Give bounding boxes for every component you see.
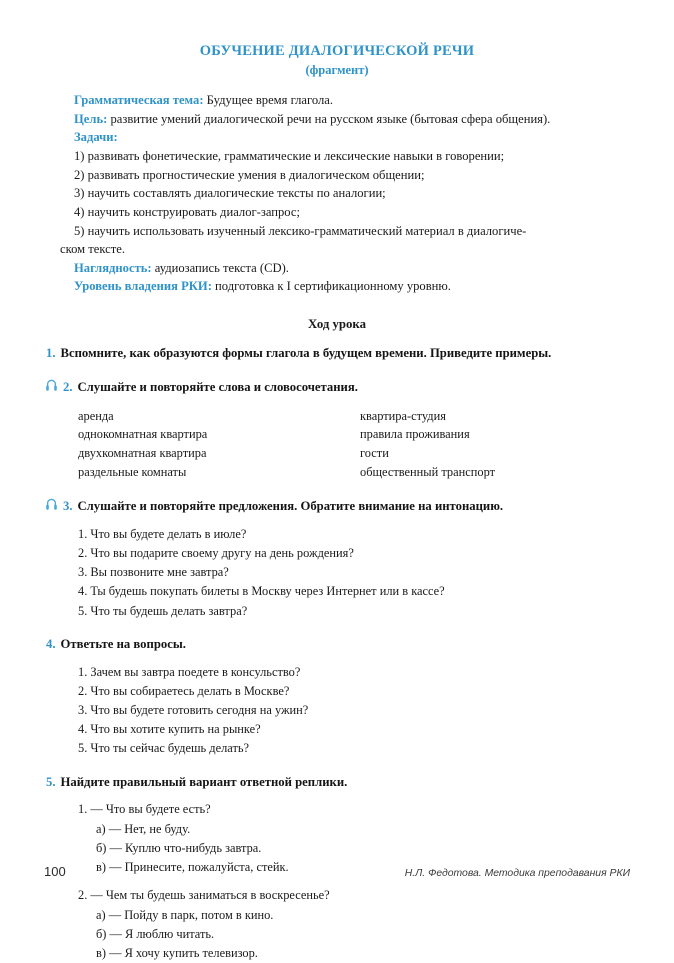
sentence-item: 4. Что вы хотите купить на рынке? <box>78 722 261 737</box>
sentence-item: 5. Что ты сейчас будешь делать? <box>78 741 250 756</box>
exercise-2 <box>46 378 630 482</box>
vocabulary-two-column-list <box>78 407 630 482</box>
sentence-item: 4. Ты будешь покупать билеты в Москву через Интернет или в кассе? <box>78 584 445 599</box>
grammar-topic-line <box>60 91 620 110</box>
vocabulary-column-right <box>360 407 495 482</box>
exercise-instruction: Найдите правильный вариант ответной реплики. <box>60 774 348 789</box>
goal-line <box>60 110 620 129</box>
dialogue-option: а) — Пойду в парк, потом в кино. <box>96 907 274 922</box>
exercise-heading <box>46 378 630 397</box>
sentence-list <box>78 525 630 621</box>
exercise-heading <box>46 497 630 516</box>
vocabulary-item: гости <box>360 446 389 461</box>
task-item: 4) научить конструировать диалог-запрос; <box>74 204 300 219</box>
page-number: 100 <box>44 864 66 879</box>
exercise-heading <box>46 636 630 654</box>
headphones-icon <box>46 498 57 511</box>
grammar-topic-label: Грамматическая тема: <box>74 93 204 108</box>
title-block <box>0 0 674 80</box>
exercise-number: 4. <box>46 636 56 651</box>
exercise-3 <box>46 497 630 621</box>
proficiency-level-value: подготовка к I сертификационному уровню. <box>211 279 451 294</box>
vocabulary-column-left <box>78 407 360 482</box>
page-footer <box>0 864 674 879</box>
vocabulary-item: аренда <box>78 408 114 423</box>
dialogue-option: а) — Нет, не буду. <box>96 821 191 836</box>
task-item-continuation: ском тексте. <box>60 242 125 257</box>
dialogue-list <box>78 800 630 963</box>
sentence-item: 3. Вы позвоните мне завтра? <box>78 565 229 580</box>
sentence-item: 2. Что вы собираетесь делать в Москве? <box>78 683 290 698</box>
dialogue-option: б) — Куплю что-нибудь завтра. <box>96 840 262 855</box>
tasks-label: Задачи: <box>74 130 118 145</box>
goal-label: Цель: <box>74 111 108 126</box>
exercise-instruction: Слушайте и повторяйте слова и словосочетания. <box>77 379 358 394</box>
exercise-number: 2. <box>63 379 73 394</box>
exercise-4 <box>46 636 630 759</box>
tasks-label-line <box>60 128 620 147</box>
sentence-item: 5. Что ты будешь делать завтра? <box>78 603 248 618</box>
task-item: 2) развивать прогностические умения в диалогическом общении; <box>74 167 425 182</box>
exercise-instruction: Вспомните, как образуются формы глагола в будущем времени. Приведите примеры. <box>60 346 552 360</box>
vocabulary-item: правила проживания <box>360 427 470 442</box>
section-heading-lesson-flow: Ход урока <box>307 317 367 331</box>
grammar-topic-value: Будущее время глагола. <box>203 93 333 108</box>
vocabulary-item: однокомнатная квартира <box>78 427 208 442</box>
exercise-heading <box>46 345 630 363</box>
dialogue-group <box>78 886 630 963</box>
task-item: 3) научить составлять диалогические тексты по аналогии; <box>74 186 386 201</box>
page-subtitle: (фрагмент) <box>305 63 369 78</box>
proficiency-level-line <box>60 277 620 296</box>
headphones-icon <box>46 379 57 392</box>
exercise-instruction: Слушайте и повторяйте предложения. Обратите внимание на интонацию. <box>77 498 504 513</box>
dialogue-prompt: 2. — Чем ты будешь заниматься в воскресенье? <box>78 888 330 903</box>
footer-attribution: Н.Л. Федотова. Методика преподавания РКИ <box>404 868 630 879</box>
vocabulary-item: раздельные комнаты <box>78 465 187 480</box>
task-item: 1) развивать фонетические, грамматические и лексические навыки в говорении; <box>74 149 505 163</box>
goal-value: развитие умений диалогической речи на русском языке (бытовая сфера общения). <box>107 111 551 126</box>
dialogue-option: б) — Я люблю читать. <box>96 926 215 941</box>
vocabulary-item: общественный транспорт <box>360 465 496 480</box>
sentence-list <box>78 663 630 759</box>
vocabulary-item: квартира-студия <box>360 408 446 423</box>
sentence-item: 1. Что вы будете делать в июле? <box>78 526 247 541</box>
exercise-number: 3. <box>63 498 73 513</box>
lesson-metadata <box>0 91 674 296</box>
visual-aids-value: аудиозапись текста (CD). <box>151 260 289 275</box>
exercise-number: 1. <box>46 346 56 360</box>
dialogue-option: в) — Я хочу купить телевизор. <box>96 946 258 960</box>
exercise-instruction: Ответьте на вопросы. <box>60 636 186 651</box>
sentence-item: 2. Что вы подарите своему другу на день рождения? <box>78 545 354 560</box>
exercise-number: 5. <box>46 774 56 789</box>
proficiency-level-label: Уровень владения РКИ: <box>74 279 212 294</box>
task-item: 5) научить использовать изученный лексико-грамматический материал в диалогиче- <box>74 223 527 238</box>
dialogue-option: в) — Принесите, пожалуйста, стейк. <box>96 860 289 875</box>
page-title: ОБУЧЕНИЕ ДИАЛОГИЧЕСКОЙ РЕЧИ <box>199 43 475 59</box>
exercise-1 <box>46 345 630 363</box>
exercise-heading <box>46 774 630 792</box>
sentence-item: 3. Что вы будете готовить сегодня на ужин? <box>78 703 309 718</box>
vocabulary-item: двухкомнатная квартира <box>78 446 207 461</box>
sentence-item: 1. Зачем вы завтра поедете в консульство? <box>78 664 301 679</box>
visual-aids-line <box>60 259 620 278</box>
visual-aids-label: Наглядность: <box>74 260 152 275</box>
dialogue-prompt: 1. — Что вы будете есть? <box>78 802 211 817</box>
